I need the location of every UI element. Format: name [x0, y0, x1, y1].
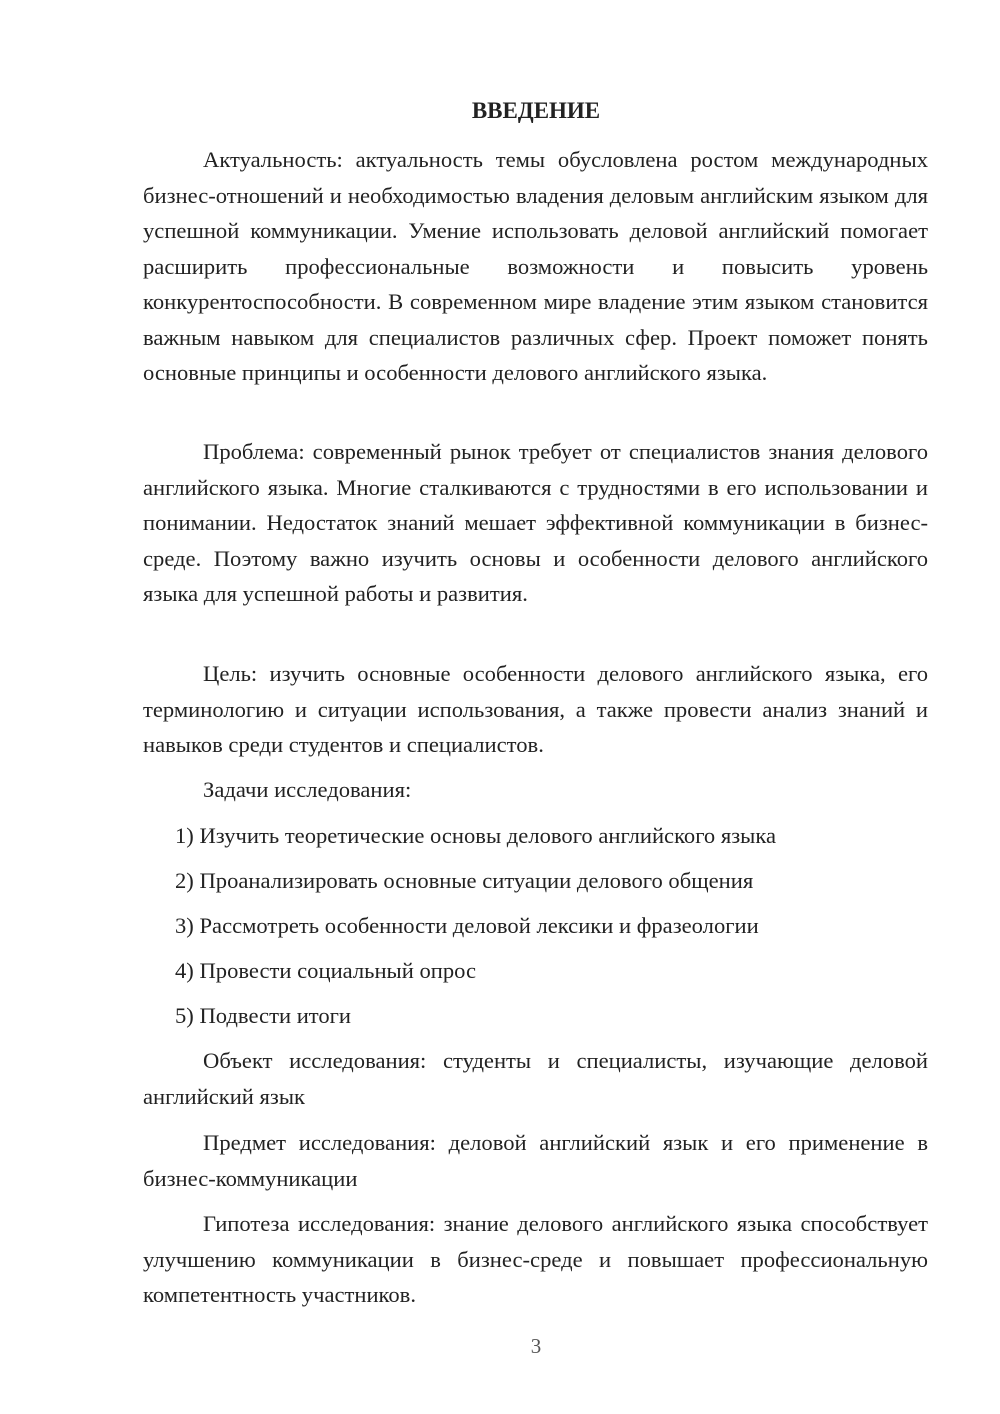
task-item-4: 4) Провести социальный опрос: [175, 958, 477, 983]
task-item-5: 5) Подвести итоги: [175, 1003, 352, 1028]
task-item-3: 3) Рассмотреть особенности деловой лексики и фразеологии: [175, 913, 759, 938]
goal-paragraph: Цель: изучить основные особенности делового английского языка, его терминологию и ситуации использования, а также провести анализ знаний и навыков среди студентов и специалистов.: [143, 661, 928, 757]
task-item-2: 2) Проанализировать основные ситуации делового общения: [175, 868, 754, 893]
section-title: ВВЕДЕНИЕ: [471, 98, 601, 123]
problem-paragraph: Проблема: современный рынок требует от специалистов знания делового английского языка. Многие сталкиваются с трудностями в его использовании и понимании. Недостаток знаний мешает эффективной коммуникации в бизнес-среде. Поэтому важно изучить основы и особенности делового английского языка для успешной работы и развития.: [143, 439, 928, 606]
tasks-heading: Задачи исследования:: [203, 777, 412, 802]
relevance-paragraph: Актуальность: актуальность темы обусловлена ростом международных бизнес-отношений и необходимостью владения деловым английским языком для успешной коммуникации. Умение использовать деловой английский помогает расширить профессиональные возможности и повысить уровень конкурентоспособности. В современном мире владение этим языком становится важным навыком для специалистов различных сфер. Проект поможет понять основные принципы и особенности делового английского языка.: [143, 147, 928, 385]
page-number: 3: [530, 1334, 542, 1358]
hypothesis-paragraph: Гипотеза исследования: знание делового английского языка способствует улучшению коммуникации в бизнес-среде и повышает профессиональную компетентность участников.: [143, 1211, 928, 1307]
object-paragraph: Объект исследования: студенты и специалисты, изучающие деловой английский язык: [143, 1048, 928, 1109]
task-item-1: 1) Изучить теоретические основы делового английского языка: [175, 823, 777, 848]
subject-paragraph: Предмет исследования: деловой английский язык и его применение в бизнес-коммуникации: [143, 1130, 928, 1191]
